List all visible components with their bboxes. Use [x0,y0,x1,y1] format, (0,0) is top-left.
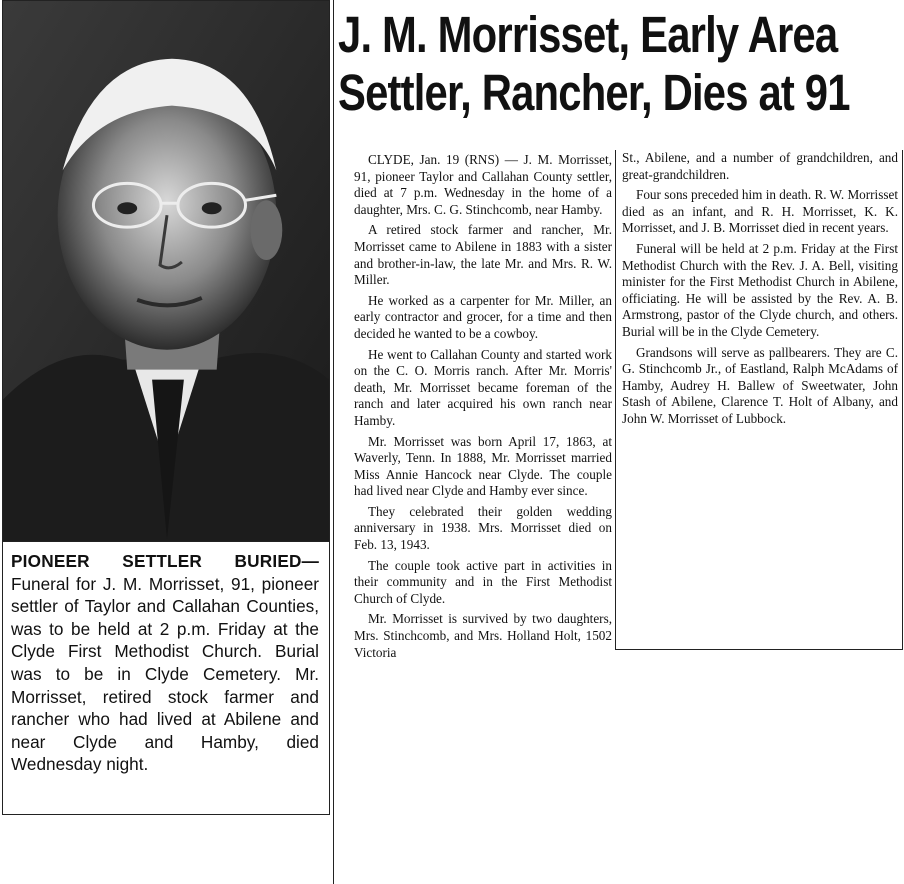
article-paragraph: He went to Callahan County and started work on the C. O. Morris ranch. After Mr. Morris' death, Mr. Morrisset became foreman of the ranch and later acquired his own ranch near Hamby. [354,346,612,428]
article-column-1 [354,152,612,665]
headline [338,6,850,122]
article-paragraph: Mr. Morrisset was born April 17, 1863, at Waverly, Tenn. In 1888, Mr. Morrisset married Miss Annie Hancock near Clyde. The couple had lived near Clyde and Hamby ever since. [354,433,612,499]
article-column-2 [622,150,898,432]
article-paragraph: Four sons preceded him in death. R. W. Morrisset died as an infant, and R. H. Morrisset, K. K. Morrisset, and J. B. Morrisset died in recent years. [622,187,898,236]
headline-line-2: Settler, Rancher, Dies at 91 [338,64,850,121]
article-paragraph: CLYDE, Jan. 19 (RNS) — J. M. Morrisset, 91, pioneer Taylor and Callahan County settler, died at 7 p.m. Wednesday in the home of a daughter, Mrs. C. G. Stinchcomb, near Hamby. [354,152,612,217]
article-paragraph: A retired stock farmer and rancher, Mr. Morrisset came to Abilene in 1883 with a sister and brother-in-law, the late Mr. and Mrs. R. W. Miller. [354,222,612,288]
article-paragraph: St., Abilene, and a number of grandchildren, and great-grandchildren. [622,150,898,182]
article-paragraph: He worked as a carpenter for Mr. Miller, an early contractor and grocer, for a time and then decided he wanted to be a cowboy. [354,292,612,341]
article-paragraph: The couple took active part in activities in their community and in the First Methodist Church of Clyde. [354,557,612,606]
article-paragraph: They celebrated their golden wedding anniversary in 1938. Mrs. Morrisset died on Feb. 13, 1943. [354,503,612,553]
article-paragraph: Mr. Morrisset is survived by two daughters, Mrs. Stinchcomb, and Mrs. Holland Holt, 1502 Victoria [354,611,612,660]
column-rule [333,0,334,884]
portrait-image [3,1,329,541]
portrait-photo [2,0,330,542]
caption-text: Funeral for J. M. Morrisset, 91, pioneer settler of Taylor and Callahan Counties, was to be held at 2 p.m. Friday at the Clyde First Methodist Church. Burial was to be in Clyde Cemetery. Mr. Morrisset, retired stock farmer and rancher who had lived at Abilene and near Clyde and Hamby, died Wednesday night. [11,573,319,775]
headline-line-1: J. M. Morrisset, Early Area [338,6,838,63]
photo-caption-box [2,541,330,815]
photo-caption [11,550,319,776]
article-paragraph: Grandsons will serve as pallbearers. They are C. G. Stinchcomb Jr., of Eastland, Ralph McAdams of Hamby, Audrey H. Ballew of Sweetwater, John Stash of Abilene, Clarence T. Holt of Albany, and John W. Morrisset of Lubbock. [622,344,898,426]
caption-kicker: PIONEER SETTLER BURIED— [11,551,319,571]
article-paragraph: Funeral will be held at 2 p.m. Friday at the First Methodist Church with the Rev. J. A. Bell, visiting minister for the First Methodist Church in Abilene, officiating. He will be assisted by the Rev. A. B. Armstrong, pastor of the Clyde church, and others. Burial will be in the Clyde Cemetery. [622,240,898,339]
